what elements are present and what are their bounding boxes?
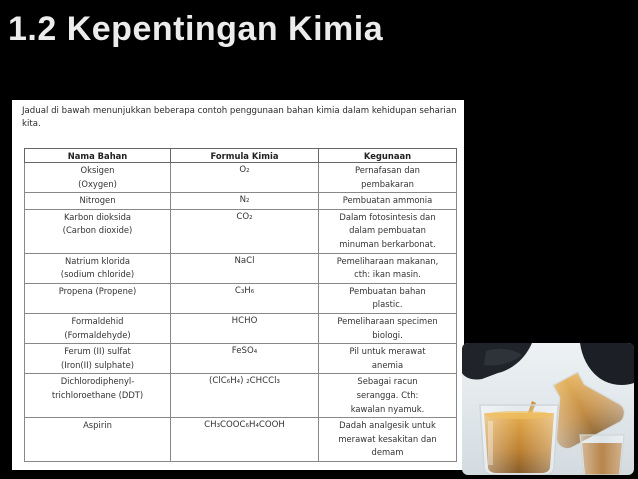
cell-name	[25, 163, 171, 193]
table-row	[25, 283, 457, 313]
formula-text: N₂	[239, 195, 250, 206]
name-line: (Iron(II) sulphate)	[60, 359, 135, 370]
cell-use	[319, 193, 457, 210]
use-line: anemia	[371, 359, 404, 370]
name-line: Formaldehid	[71, 315, 124, 326]
name-line: trichloroethane (DDT)	[51, 389, 144, 400]
formula-text: CO₂	[236, 211, 253, 222]
use-line: demam	[371, 447, 404, 458]
cell-use	[319, 313, 457, 343]
use-line: biologi.	[372, 329, 403, 340]
use-line: pembakaran	[361, 178, 414, 189]
gloved-hand-right	[580, 343, 634, 385]
cell-name	[25, 344, 171, 374]
formula-text: CH₃COOC₆H₄COOH	[204, 420, 285, 431]
name-line: Oksigen	[80, 165, 115, 175]
use-line: Pembuatan ammonia	[342, 195, 433, 206]
cell-formula	[171, 253, 319, 283]
formula-text: O₂	[239, 165, 250, 175]
table-row	[25, 209, 457, 253]
name-line: Natrium klorida	[64, 255, 131, 266]
name-line: (Formaldehyde)	[64, 329, 131, 340]
cell-formula	[171, 418, 319, 462]
use-line: kawalan nyamuk.	[350, 403, 425, 414]
table-body	[25, 163, 457, 462]
name-line: Nitrogen	[79, 195, 116, 206]
table-row	[25, 418, 457, 462]
formula-text: HCHO	[231, 315, 258, 326]
cell-formula	[171, 163, 319, 193]
cell-name	[25, 418, 171, 462]
table-row	[25, 313, 457, 343]
use-line: Pernafasan dan	[355, 165, 420, 175]
cell-use	[319, 374, 457, 418]
cell-formula	[171, 313, 319, 343]
name-line: (Carbon dioxide)	[62, 225, 133, 236]
use-line: minuman berkarbonat.	[339, 238, 436, 249]
chemicals-table	[24, 148, 457, 462]
use-line: Pil untuk merawat	[349, 346, 426, 357]
cell-use	[319, 209, 457, 253]
use-line: Pembuatan bahan	[349, 285, 426, 296]
formula-text: NaCl	[234, 255, 255, 266]
formula-text: C₃H₆	[234, 285, 255, 296]
slide-title: 1.2 Kepentingan Kimia	[8, 10, 384, 48]
content-panel	[12, 100, 464, 470]
cell-name	[25, 374, 171, 418]
use-line: merawat kesakitan dan	[338, 433, 437, 444]
table-row	[25, 253, 457, 283]
cell-formula	[171, 374, 319, 418]
table-row	[25, 163, 457, 193]
use-line: Sebagai racun	[357, 376, 418, 387]
cell-use	[319, 283, 457, 313]
name-line: Aspirin	[83, 420, 112, 431]
cell-use	[319, 344, 457, 374]
use-line: Pemeliharaan makanan,	[336, 255, 439, 266]
cell-name	[25, 209, 171, 253]
name-line: Dichlorodiphenyl-	[60, 376, 135, 387]
column-header-use: Kegunaan	[319, 149, 457, 163]
use-line: dalam pembuatan	[349, 225, 426, 236]
cell-use	[319, 418, 457, 462]
name-line: (sodium chloride)	[60, 269, 135, 280]
table-row	[25, 374, 457, 418]
intro-text: Jadual di bawah menunjukkan beberapa contoh penggunaan bahan kimia dalam kehidupan seharian kita.	[22, 106, 457, 129]
cell-formula	[171, 209, 319, 253]
pouring-liquid-illustration	[462, 343, 634, 475]
use-line: Pemeliharaan specimen	[337, 315, 438, 326]
name-line: Karbon dioksida	[63, 211, 132, 222]
name-line: (Oxygen)	[78, 178, 117, 189]
cell-formula	[171, 193, 319, 210]
use-line: Dalam fotosintesis dan	[339, 211, 436, 222]
cell-name	[25, 283, 171, 313]
column-header-name: Nama Bahan	[25, 149, 171, 163]
cell-use	[319, 163, 457, 193]
cell-formula	[171, 283, 319, 313]
small-glass	[580, 435, 624, 475]
beaker	[480, 405, 558, 475]
cell-use	[319, 253, 457, 283]
column-header-formula: Formula Kimia	[171, 149, 319, 163]
lab-photo	[462, 343, 634, 475]
cell-name	[25, 253, 171, 283]
table-row	[25, 193, 457, 210]
formula-text: FeSO₄	[231, 346, 258, 357]
use-line: cth: ikan masin.	[354, 269, 421, 280]
table-header-row	[25, 149, 457, 163]
cell-name	[25, 313, 171, 343]
use-line: Dadah analgesik untuk	[339, 420, 436, 431]
name-line: Ferum (II) sulfat	[64, 346, 131, 357]
name-line: Propena (Propene)	[58, 285, 137, 296]
formula-text: (ClC₆H₄) ₂CHCCl₃	[209, 376, 280, 387]
table-row	[25, 344, 457, 374]
use-line: plastic.	[372, 299, 403, 310]
use-line: serangga. Cth:	[356, 389, 419, 400]
cell-formula	[171, 344, 319, 374]
cell-name	[25, 193, 171, 210]
